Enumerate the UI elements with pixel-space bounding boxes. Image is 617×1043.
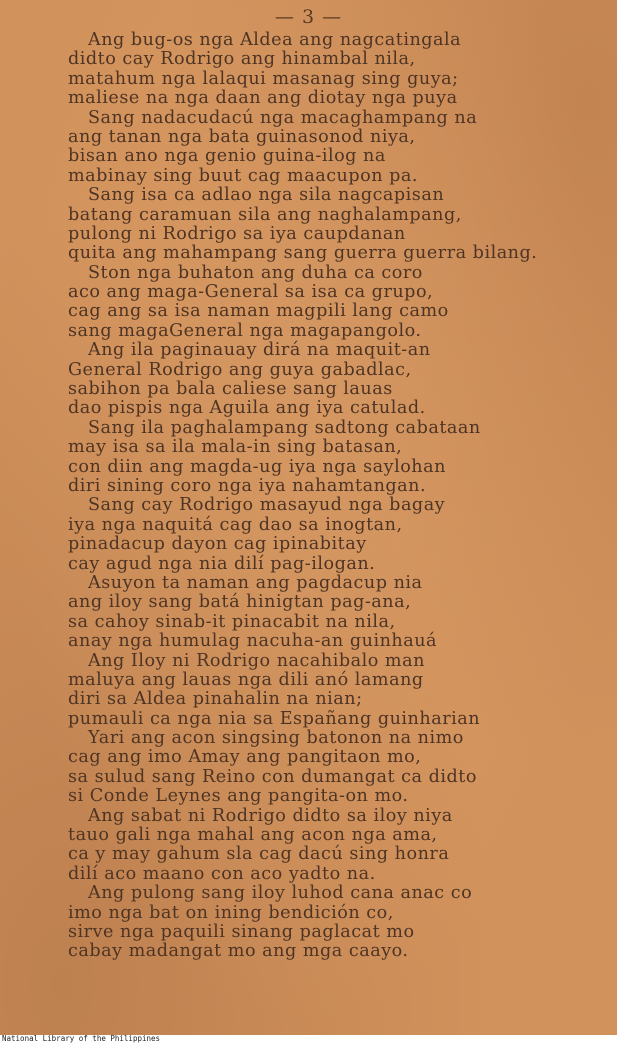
text-line: quita ang mahampang sang guerra guerra bilang. [68, 243, 538, 264]
poem-text [68, 31, 613, 962]
text-line: maliese na nga daan ang diotay nga puya [68, 88, 458, 109]
text-line: diri sa Aldea pinahalin na nian; [68, 689, 363, 710]
text-line: tauo gali nga mahal ang acon nga ama, [68, 825, 438, 846]
text-line: Sang nadacudacú nga macaghampang na [88, 107, 478, 128]
text-line: matahum nga lalaqui masanag sing guya; [68, 68, 459, 89]
text-line: Ang sabat ni Rodrigo didto sa iloy niya [88, 805, 453, 826]
page-number: — 3 — [274, 6, 343, 28]
text-line: pumauli ca nga nia sa Españang guinharian [68, 708, 481, 729]
text-line: cabay madangat mo ang mga caayo. [68, 941, 409, 962]
library-footer: National Library of the Philippines [2, 1034, 161, 1043]
text-line: sabihon pa bala caliese sang lauas [68, 379, 393, 400]
text-line: sa sulud sang Reino con dumangat ca didto [68, 766, 477, 787]
text-line: maluya ang lauas nga dili anó lamang [68, 669, 424, 690]
text-line: didto cay Rodrigo ang hinambal nila, [68, 49, 416, 70]
text-line: si Conde Leynes ang pangita-on mo. [68, 786, 409, 807]
text-line: Ang ila paginauay dirá na maquit-an [88, 340, 431, 361]
text-line: ang tanan nga bata guinasonod niya, [68, 126, 416, 147]
text-line: cag ang sa isa naman magpili lang camo [68, 301, 449, 322]
text-line: pulong ni Rodrigo sa iya caupdanan [68, 223, 406, 244]
text-line: Yari ang acon singsing batonon na nimo [88, 728, 464, 749]
text-line: Sang isa ca adlao nga sila nagcapisan [88, 185, 445, 206]
text-line: General Rodrigo ang guya gabadlac, [68, 359, 412, 380]
text-line: anay nga humulag nacuha-an guinhauá [68, 631, 438, 652]
text-line: con diin ang magda-ug iya nga saylohan [68, 456, 446, 477]
text-line: imo nga bat on ining bendición co, [68, 902, 394, 923]
text-line: bisan ano nga genio guina-ilog na [68, 146, 386, 167]
text-line: may isa sa ila mala-in sing batasan, [68, 437, 403, 458]
text-line: sa cahoy sinab-it pinacabit na nila, [68, 611, 396, 632]
text-line: diri sining coro nga iya nahamtangan. [68, 475, 427, 496]
text-line: sang magaGeneral nga magapangolo. [68, 320, 422, 341]
text-line: aco ang maga-General sa isa ca grupo, [68, 282, 434, 303]
text-line: Ang Iloy ni Rodrigo nacahibalo man [88, 650, 425, 671]
text-line: sirve nga paquili sinang paglacat mo [68, 921, 415, 942]
text-line: dilí aco maano con aco yadto na. [68, 863, 376, 884]
text-line: Ston nga buhaton ang duha ca coro [88, 262, 423, 283]
text-line: dao pispis nga Aguila ang iya catulad. [68, 398, 426, 419]
text-line: batang caramuan sila ang naghalampang, [68, 204, 462, 225]
text-line: ang iloy sang batá hinigtan pag-ana, [68, 592, 412, 613]
text-line: cay agud nga nia dilí pag-ilogan. [68, 553, 376, 574]
text-line: Sang ila paghalampang sadtong cabataan [88, 417, 481, 438]
text-line: pinadacup dayon cag ipinabitay [68, 534, 367, 555]
text-line: Ang pulong sang iloy luhod cana anac co [88, 883, 473, 904]
text-line: Sang cay Rodrigo masayud nga bagay [88, 495, 446, 516]
text-line: cag ang imo Amay ang pangitaon mo, [68, 747, 422, 768]
text-line: ca y may gahum sla cag dacú sing honra [68, 844, 450, 865]
text-line: mabinay sing buut cag maacupon pa. [68, 165, 419, 186]
text-line: Ang bug-os nga Aldea ang nagcatingala [88, 30, 462, 50]
text-line: Asuyon ta naman ang pagdacup nia [88, 572, 423, 593]
text-line: iya nga naquitá cag dao sa inogtan, [68, 514, 403, 535]
